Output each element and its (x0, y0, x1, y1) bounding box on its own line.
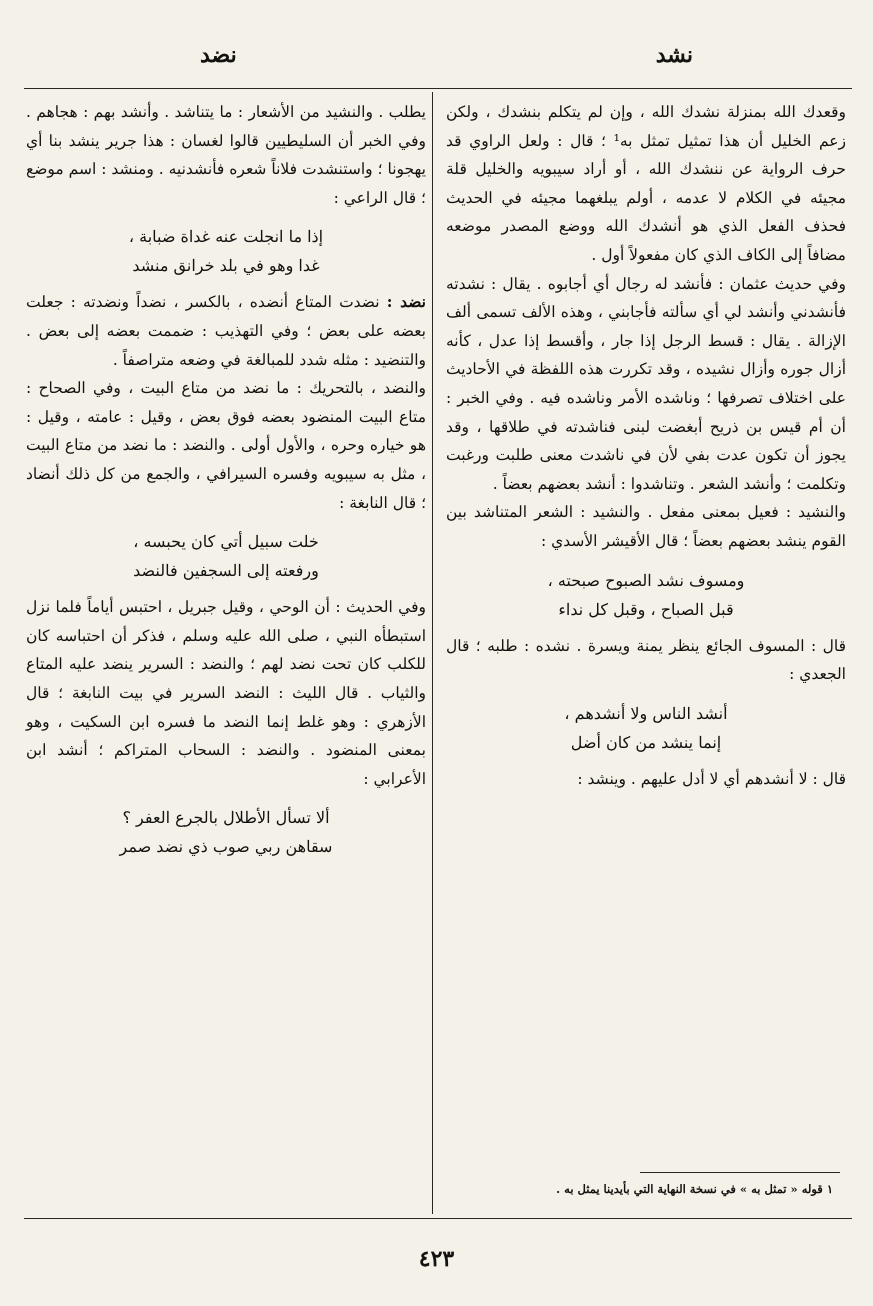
verse-line: إذا ما انجلت عنه غداة ضبابة ، (128, 227, 324, 247)
paragraph: وفي حديث عثمان : فأنشد له رجال أي أجابوه . يقال : نشدته فأنشدني وأنشد لي أي سألته فأجابني ، وهذه الألف تسمى ألف الإزالة . يقال : قسط الرجل إذا جار ، وأقسط إذا عدل ، كأنه أزال جوره وأزال نشيده ، وقد تكررت هذه اللفظة في الأحاديث على اختلاف تصرفها ؛ وناشده الأمر وناشده فيه . وفي الخبر : أن أم قيس بن ذريح أبغضت لبنى فناشدته في طلاقها ، وقد يجوز أن تكون عدت بفي لأن في ناشدت معنى طلبت ورغبت وتكلمت ؛ وأنشد الشعر . وتناشدوا : أنشد بعضهم بعضاً . (446, 274, 846, 493)
running-head-right: نشد (655, 42, 693, 68)
paragraph: وفي الحديث : أن الوحي ، وقيل جبريل ، احتبس أياماً فلما نزل استبطأه النبي ، صلى الله عليه وسلم ، فذكر أن احتباسه كان للكلب كان تحت نضد لهم ؛ والنضد : السرير ينضد عليه المتاع والثياب . قال الليث : النضد السرير في بيت النابغة ؛ قال الأزهري : وهو غلط إنما النضد ما فسره ابن السكيت ، وهو بمعنى المنضود . والنضد : السحاب المتراكم ؛ أنشد ابن الأعرابي : (26, 598, 427, 788)
verse-line: ألا تسأل الأطلال بالجرع العفر ؟ (122, 808, 330, 828)
entry-paragraph (26, 288, 426, 374)
page-number: ٤٢٣ (418, 1246, 455, 1272)
column-divider (432, 92, 433, 1214)
verse (26, 527, 426, 585)
paragraph: والنشيد : فعيل بمعنى مفعل . والنشيد : الشعر المتناشد بين القوم ينشد بعضهم بعضاً ؛ قال الأقيشر الأسدي : (446, 503, 846, 550)
paragraph: وقعدك الله بمنزلة نشدك الله ، وإن لم يتكلم بنشدك ، ولكن زعم الخليل أن هذا تمثيل تمثل به¹ ؛ قال : ولعل الراوي قد حرف الرواية عن ننشدك الله ، أو أراد سيبويه والخليل قلة مجيئه في الكلام لا عدمه ، أولم يبلغهما مجيئه في الحديث فحذف الفعل الذي هو أنشدك الله ووضع المصدر موضعه مضافاً إلى الكاف الذي كان مفعولاً أول . (446, 103, 846, 264)
verse-line: ورفعته إلى السجفين فالنضد (133, 561, 319, 581)
verse-line: إنما ينشد من كان أضل (570, 732, 722, 752)
footnote: ١ قوله « تمثل به » في نسخة النهاية التي بأيدينا يمثل به . (556, 1182, 833, 1196)
left-column (26, 98, 426, 869)
verse-line: ومسوف نشد الصبوح صبحته ، (547, 570, 745, 590)
verse (26, 222, 426, 280)
right-column (446, 98, 846, 793)
entry-headword: نضد : (386, 292, 426, 312)
footnote-rule (640, 1172, 840, 1173)
verse-line: سقاهن ربي صوب ذي نضد صمر (119, 837, 333, 857)
running-head-left: نضد (200, 42, 237, 68)
top-rule (24, 88, 852, 89)
paragraph: قال : لا أنشدهم أي لا أدل عليهم . وينشد : (577, 769, 846, 788)
verse (446, 699, 846, 757)
verse-line: خلت سبيل أتي كان يحبسه ، (133, 532, 319, 552)
verse-line: قبل الصباح ، وقبل كل نداء (558, 599, 734, 619)
paragraph: قال : المسوف الجائع ينظر يمنة ويسرة . نشده : طلبه ؛ قال الجعدي : (446, 636, 846, 684)
verse (446, 566, 846, 624)
paragraph: يطلب . والنشيد من الأشعار : ما يتناشد . وأنشد بهم : هجاهم . وفي الخبر أن السليطيين قالوا لغسان : هذا جرير ينشد بنا أي يهجونا ؛ واستنشدت فلاناً شعره فأنشدنيه . ومنشد : اسم موضع ؛ قال الراعي : (26, 103, 426, 207)
verse (26, 803, 426, 861)
entry-text: نضدت المتاع أنضده ، بالكسر ، نضداً ونضدته : جعلت بعضه على بعض ؛ وفي التهذيب : ضممت بعضه إلى بعض . والتنضيد : مثله شدد للمبالغة في وضعه متراصفاً . (26, 293, 426, 369)
verse-line: غدا وهو في بلد خرانق منشد (132, 256, 320, 276)
verse-line: أنشد الناس ولا أنشدهم ، (564, 703, 728, 723)
paragraph: والنضد ، بالتحريك : ما نضد من متاع البيت ، وفي الصحاح : متاع البيت المنضود بعضه فوق بعض ، وقيل : عامته ، وقيل : هو خياره وحره ، والأول أولى . والنضد : ما نضد من متاع البيت ، مثل به سيبويه وفسره السيرافي ، والجمع من كل ذلك أنضاد ؛ قال النابغة : (26, 379, 426, 512)
bottom-rule (24, 1218, 852, 1219)
